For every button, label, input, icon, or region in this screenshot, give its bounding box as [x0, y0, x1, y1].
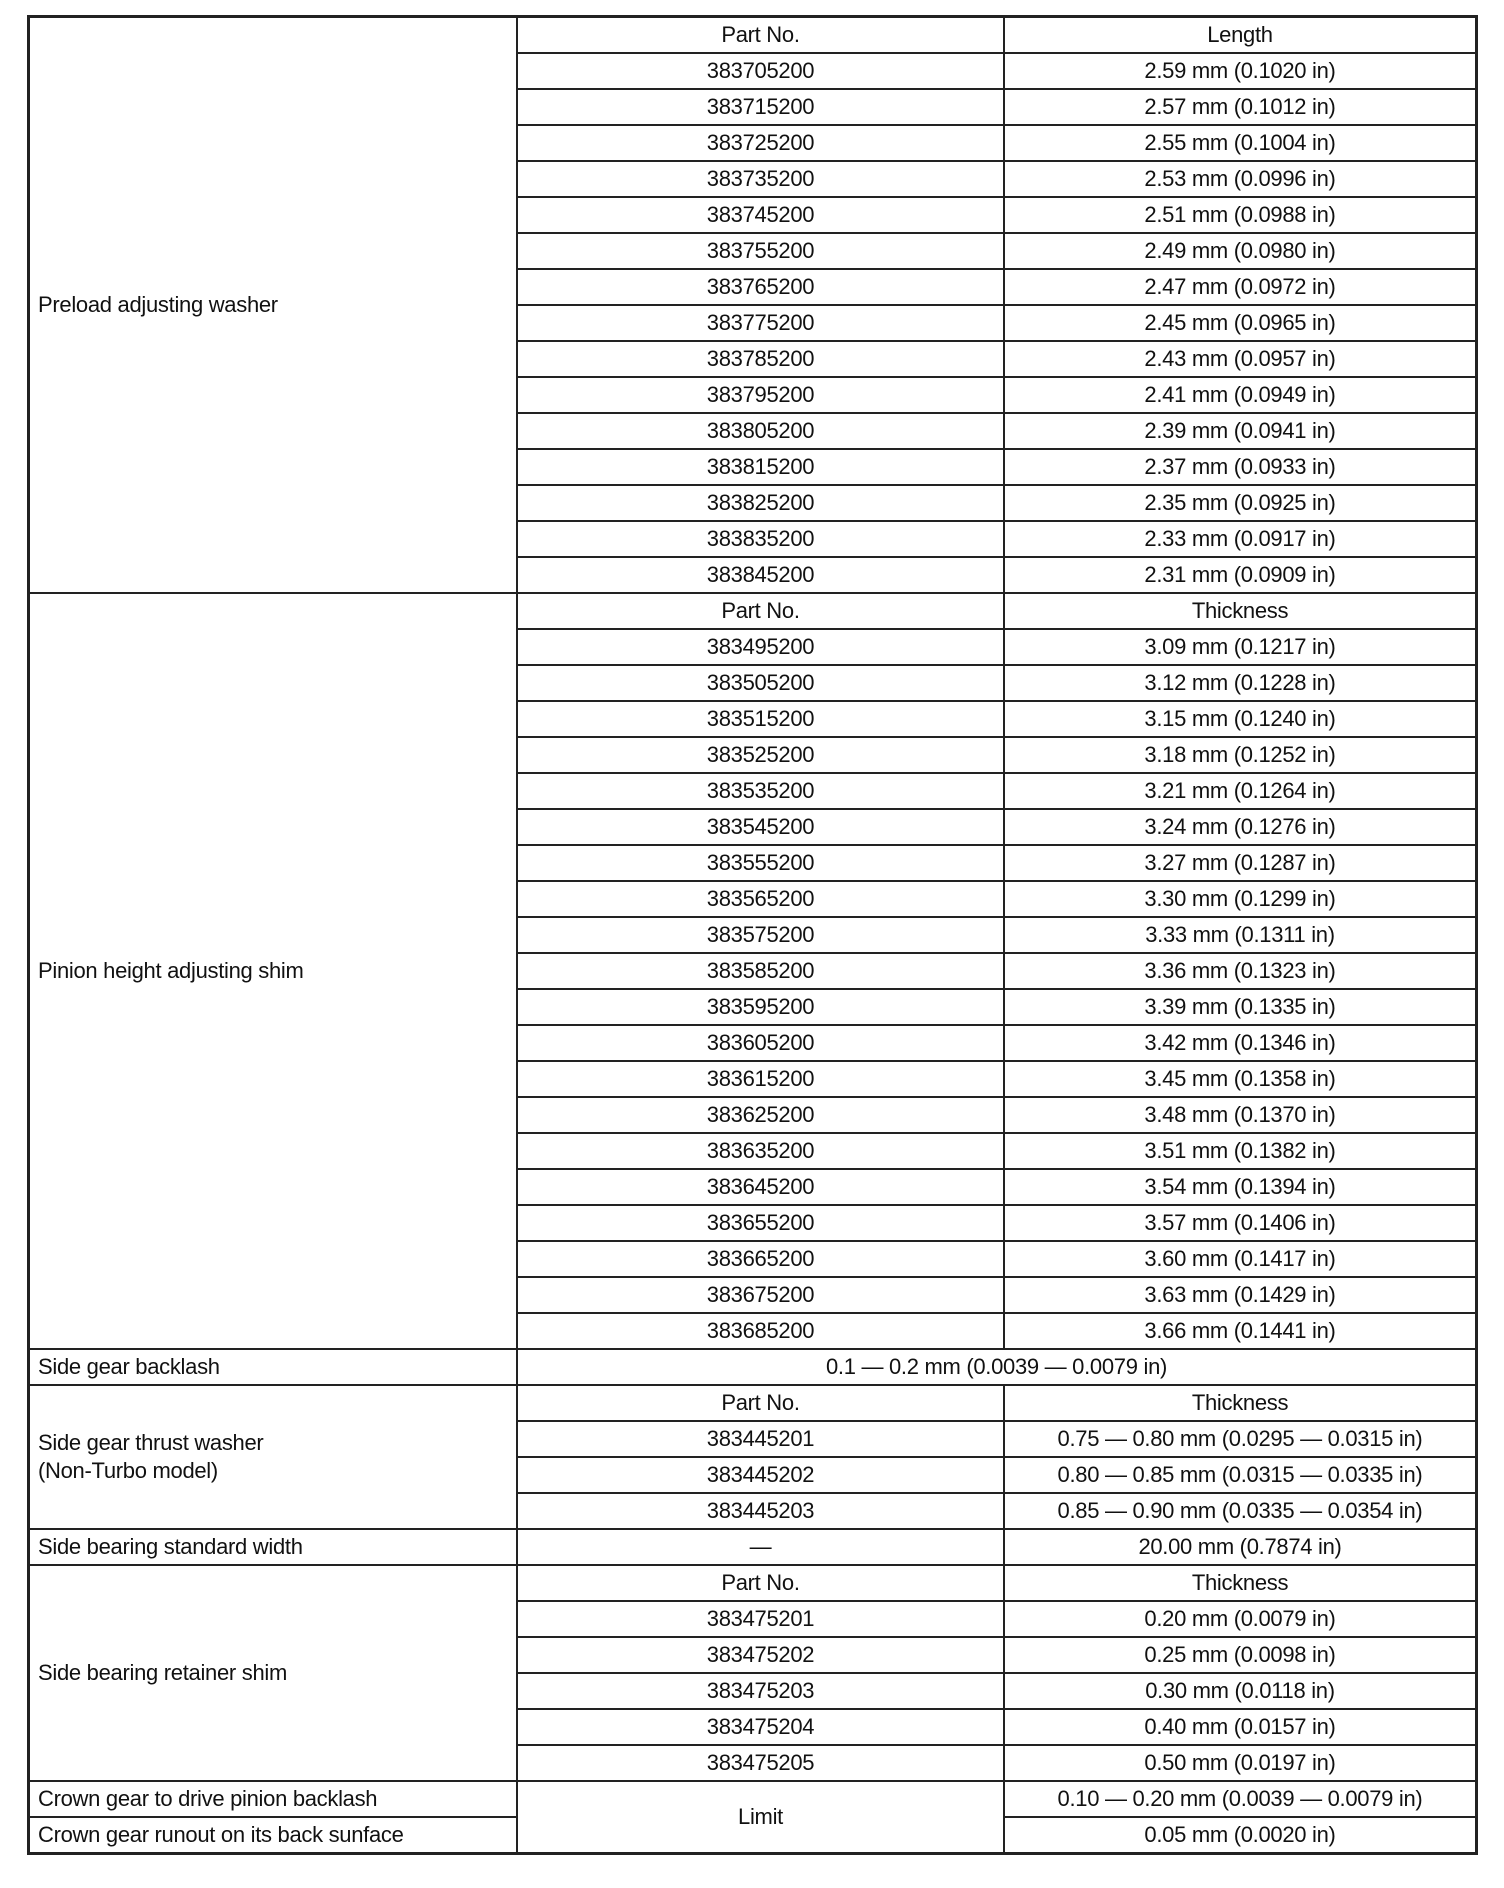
part-number: 383475201 [517, 1601, 1004, 1637]
part-number: 383725200 [517, 125, 1004, 161]
spec-value: 2.57 mm (0.1012 in) [1004, 89, 1477, 125]
spec-value: 3.30 mm (0.1299 in) [1004, 881, 1477, 917]
spec-value: 0.75 — 0.80 mm (0.0295 — 0.0315 in) [1004, 1421, 1477, 1457]
spec-value: 0.20 mm (0.0079 in) [1004, 1601, 1477, 1637]
spec-value: 2.51 mm (0.0988 in) [1004, 197, 1477, 233]
part-number: 383615200 [517, 1061, 1004, 1097]
part-number: 383685200 [517, 1313, 1004, 1349]
spec-value: 2.43 mm (0.0957 in) [1004, 341, 1477, 377]
spec-value: 3.09 mm (0.1217 in) [1004, 629, 1477, 665]
section-label: Preload adjusting washer [29, 17, 518, 594]
spec-value: 3.42 mm (0.1346 in) [1004, 1025, 1477, 1061]
part-number: 383475203 [517, 1673, 1004, 1709]
table-row [29, 1349, 1477, 1385]
column-header: Part No. [517, 1565, 1004, 1601]
table-row [29, 1529, 1477, 1565]
spec-value: 3.39 mm (0.1335 in) [1004, 989, 1477, 1025]
part-number: 383755200 [517, 233, 1004, 269]
part-number: 383495200 [517, 629, 1004, 665]
part-number: 383655200 [517, 1205, 1004, 1241]
spec-value: 2.45 mm (0.0965 in) [1004, 305, 1477, 341]
spec-value: 0.85 — 0.90 mm (0.0335 — 0.0354 in) [1004, 1493, 1477, 1529]
table-row [29, 1781, 1477, 1817]
spec-value: 2.47 mm (0.0972 in) [1004, 269, 1477, 305]
spec-value: 0.30 mm (0.0118 in) [1004, 1673, 1477, 1709]
spec-value: 2.53 mm (0.0996 in) [1004, 161, 1477, 197]
part-number: 383555200 [517, 845, 1004, 881]
part-number: 383745200 [517, 197, 1004, 233]
spec-value: 3.60 mm (0.1417 in) [1004, 1241, 1477, 1277]
spec-value: 2.49 mm (0.0980 in) [1004, 233, 1477, 269]
column-header: Thickness [1004, 1565, 1477, 1601]
column-header: Thickness [1004, 593, 1477, 629]
table-row [29, 1385, 1477, 1421]
part-number: 383525200 [517, 737, 1004, 773]
spec-value: 3.21 mm (0.1264 in) [1004, 773, 1477, 809]
part-number: 383815200 [517, 449, 1004, 485]
part-number: 383605200 [517, 1025, 1004, 1061]
table-row [29, 1565, 1477, 1601]
spec-value: 0.05 mm (0.0020 in) [1004, 1817, 1477, 1854]
spec-value: 0.1 — 0.2 mm (0.0039 — 0.0079 in) [517, 1349, 1477, 1385]
section-label: Side gear backlash [29, 1349, 518, 1385]
part-number: 383635200 [517, 1133, 1004, 1169]
part-number: 383795200 [517, 377, 1004, 413]
part-number: 383775200 [517, 305, 1004, 341]
part-number: 383505200 [517, 665, 1004, 701]
spec-value: 0.25 mm (0.0098 in) [1004, 1637, 1477, 1673]
part-number: 383535200 [517, 773, 1004, 809]
column-header: Part No. [517, 17, 1004, 54]
part-number: 383475204 [517, 1709, 1004, 1745]
spec-value: 0.10 — 0.20 mm (0.0039 — 0.0079 in) [1004, 1781, 1477, 1817]
part-number: 383445202 [517, 1457, 1004, 1493]
part-number: 383805200 [517, 413, 1004, 449]
part-number: 383445203 [517, 1493, 1004, 1529]
spec-value: 2.31 mm (0.0909 in) [1004, 557, 1477, 593]
part-number: 383585200 [517, 953, 1004, 989]
part-number: 383445201 [517, 1421, 1004, 1457]
spec-value: 3.45 mm (0.1358 in) [1004, 1061, 1477, 1097]
table-row [29, 593, 1477, 629]
spec-value: 3.54 mm (0.1394 in) [1004, 1169, 1477, 1205]
part-number: 383715200 [517, 89, 1004, 125]
spec-value: 3.51 mm (0.1382 in) [1004, 1133, 1477, 1169]
spec-value: 3.66 mm (0.1441 in) [1004, 1313, 1477, 1349]
part-number: 383595200 [517, 989, 1004, 1025]
spec-value: 3.18 mm (0.1252 in) [1004, 737, 1477, 773]
column-header: Thickness [1004, 1385, 1477, 1421]
section-label: Side bearing standard width [29, 1529, 518, 1565]
spec-value: 3.57 mm (0.1406 in) [1004, 1205, 1477, 1241]
spec-value: 3.12 mm (0.1228 in) [1004, 665, 1477, 701]
part-number: 383475202 [517, 1637, 1004, 1673]
spec-value: 3.63 mm (0.1429 in) [1004, 1277, 1477, 1313]
part-number: 383565200 [517, 881, 1004, 917]
spec-value: 3.33 mm (0.1311 in) [1004, 917, 1477, 953]
section-label: Crown gear to drive pinion backlash [29, 1781, 518, 1817]
part-number: 383515200 [517, 701, 1004, 737]
spec-value: 3.15 mm (0.1240 in) [1004, 701, 1477, 737]
spec-value: 0.50 mm (0.0197 in) [1004, 1745, 1477, 1781]
part-number: 383625200 [517, 1097, 1004, 1133]
spec-value: 2.35 mm (0.0925 in) [1004, 485, 1477, 521]
spec-value: 20.00 mm (0.7874 in) [1004, 1529, 1477, 1565]
spec-value: 2.39 mm (0.0941 in) [1004, 413, 1477, 449]
part-number: — [517, 1529, 1004, 1565]
section-label: Crown gear runout on its back sunface [29, 1817, 518, 1854]
limit-label: Limit [517, 1781, 1004, 1854]
section-label: Pinion height adjusting shim [29, 593, 518, 1349]
part-number: 383675200 [517, 1277, 1004, 1313]
spec-value: 3.48 mm (0.1370 in) [1004, 1097, 1477, 1133]
section-label: Side bearing retainer shim [29, 1565, 518, 1781]
part-number: 383735200 [517, 161, 1004, 197]
column-header: Part No. [517, 593, 1004, 629]
part-number: 383785200 [517, 341, 1004, 377]
column-header: Length [1004, 17, 1477, 54]
part-number: 383835200 [517, 521, 1004, 557]
part-number: 383825200 [517, 485, 1004, 521]
part-number: 383475205 [517, 1745, 1004, 1781]
spec-value: 0.80 — 0.85 mm (0.0315 — 0.0335 in) [1004, 1457, 1477, 1493]
spec-value: 3.27 mm (0.1287 in) [1004, 845, 1477, 881]
column-header: Part No. [517, 1385, 1004, 1421]
spec-value: 3.24 mm (0.1276 in) [1004, 809, 1477, 845]
part-number: 383545200 [517, 809, 1004, 845]
part-number: 383845200 [517, 557, 1004, 593]
part-number: 383705200 [517, 53, 1004, 89]
part-number: 383645200 [517, 1169, 1004, 1205]
part-number: 383575200 [517, 917, 1004, 953]
spec-value: 2.59 mm (0.1020 in) [1004, 53, 1477, 89]
spec-value: 0.40 mm (0.0157 in) [1004, 1709, 1477, 1745]
table-row [29, 17, 1477, 54]
part-number: 383665200 [517, 1241, 1004, 1277]
spec-value: 2.33 mm (0.0917 in) [1004, 521, 1477, 557]
part-number: 383765200 [517, 269, 1004, 305]
section-label: Side gear thrust washer (Non-Turbo model) [29, 1385, 518, 1529]
spec-value: 3.36 mm (0.1323 in) [1004, 953, 1477, 989]
spec-value: 2.37 mm (0.0933 in) [1004, 449, 1477, 485]
spec-value: 2.55 mm (0.1004 in) [1004, 125, 1477, 161]
specifications-table [27, 15, 1478, 1855]
spec-value: 2.41 mm (0.0949 in) [1004, 377, 1477, 413]
